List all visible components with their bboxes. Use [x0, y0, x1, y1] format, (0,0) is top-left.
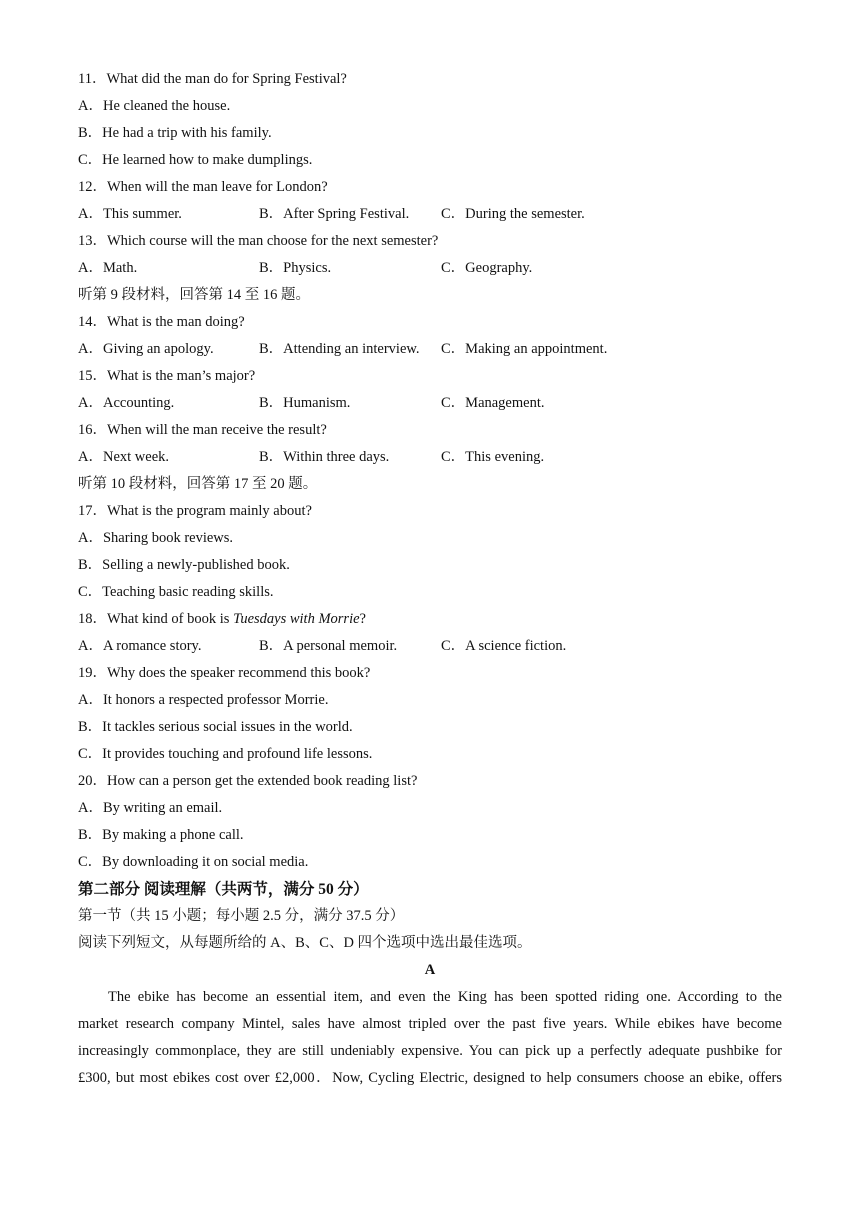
option-line: C．It provides touching and profound life lessons. — [78, 746, 373, 762]
question-text: 18．What kind of book is — [78, 611, 234, 627]
passage-body — [78, 984, 782, 1092]
question-suffix: ? — [359, 611, 366, 627]
option-c: C．Management. — [441, 395, 545, 411]
question-line: 19．Why does the speaker recommend this book? — [78, 665, 371, 681]
question-line: 11．What did the man do for Spring Festival? — [78, 71, 347, 87]
question-line: 13．Which course will the man choose for the next semester? — [78, 233, 439, 249]
option-a: A．This summer. — [78, 206, 182, 222]
question-line: 12．When will the man leave for London? — [78, 179, 328, 195]
option-b: B．Within three days. — [259, 449, 390, 465]
question-line: 14．What is the man doing? — [78, 314, 245, 330]
passage-line: £300, but most ebikes cost over £2,000．Now, Cycling Electric, designed to help consumers choose an ebike, offers — [78, 1070, 782, 1086]
option-c: C．During the semester. — [441, 206, 585, 222]
option-b: B．A personal memoir. — [259, 638, 398, 654]
option-a: A．A romance story. — [78, 638, 202, 654]
option-row — [78, 444, 782, 471]
option-row — [78, 201, 782, 228]
passage-label: A — [424, 962, 436, 978]
option-line: B．Selling a newly-published book. — [78, 557, 290, 573]
option-a: A．Math. — [78, 260, 138, 276]
option-c: C．This evening. — [441, 449, 545, 465]
option-row — [78, 633, 782, 660]
question-line: 20．How can a person get the extended book reading list? — [78, 773, 418, 789]
option-line: B．By making a phone call. — [78, 827, 244, 843]
part2-title: 第二部分 阅读理解（共两节，满分 50 分） — [78, 881, 369, 898]
listening-questions — [78, 66, 782, 876]
option-c: C．A science fiction. — [441, 638, 567, 654]
option-line: A．It honors a respected professor Morrie. — [78, 692, 329, 708]
option-line: B．He had a trip with his family. — [78, 125, 272, 141]
option-a: A．Giving an apology. — [78, 341, 214, 357]
option-a: A．Accounting. — [78, 395, 175, 411]
instruction-text: 阅读下列短文，从每题所给的 A、B、C、D 四个选项中选出最佳选项。 — [78, 935, 532, 951]
option-row — [78, 255, 782, 282]
question-line: 17．What is the program mainly about? — [78, 503, 312, 519]
option-b: B．Physics. — [259, 260, 332, 276]
option-line: C．By downloading it on social media. — [78, 854, 309, 870]
option-b: B．Attending an interview. — [259, 341, 420, 357]
passage-line: market research company Mintel, sales have almost tripled over the past five years. While ebikes have become — [78, 1016, 782, 1032]
section-heading: 第一节（共 15 小题；每小题 2.5 分，满分 37.5 分） — [78, 908, 405, 924]
question-line: 15．What is the man’s major? — [78, 368, 256, 384]
question-line: 16．When will the man receive the result? — [78, 422, 327, 438]
option-b: B．After Spring Festival. — [259, 206, 410, 222]
option-c: C．Making an appointment. — [441, 341, 608, 357]
option-line: A．By writing an email. — [78, 800, 223, 816]
passage-line: The ebike has become an essential item, and even the King has been spotted riding one. According to the — [108, 989, 782, 1005]
question-line: 听第 10 段材料，回答第 17 至 20 题。 — [78, 476, 318, 492]
question-line: 听第 9 段材料，回答第 14 至 16 题。 — [78, 287, 310, 303]
option-row — [78, 336, 782, 363]
option-line: A．Sharing book reviews. — [78, 530, 234, 546]
option-line: C．Teaching basic reading skills. — [78, 584, 274, 600]
book-title: Tuesdays with Morrie — [233, 611, 360, 627]
exam-page — [78, 66, 782, 1092]
question-line — [78, 606, 782, 633]
option-row — [78, 390, 782, 417]
option-a: A．Next week. — [78, 449, 170, 465]
passage-line: increasingly commonplace, they are still undeniably expensive. You can pick up a perfectly adequate pushbike for — [78, 1043, 782, 1059]
option-line: B．It tackles serious social issues in the world. — [78, 719, 353, 735]
option-line: A．He cleaned the house. — [78, 98, 231, 114]
option-line: C．He learned how to make dumplings. — [78, 152, 313, 168]
option-c: C．Geography. — [441, 260, 533, 276]
option-b: B．Humanism. — [259, 395, 351, 411]
